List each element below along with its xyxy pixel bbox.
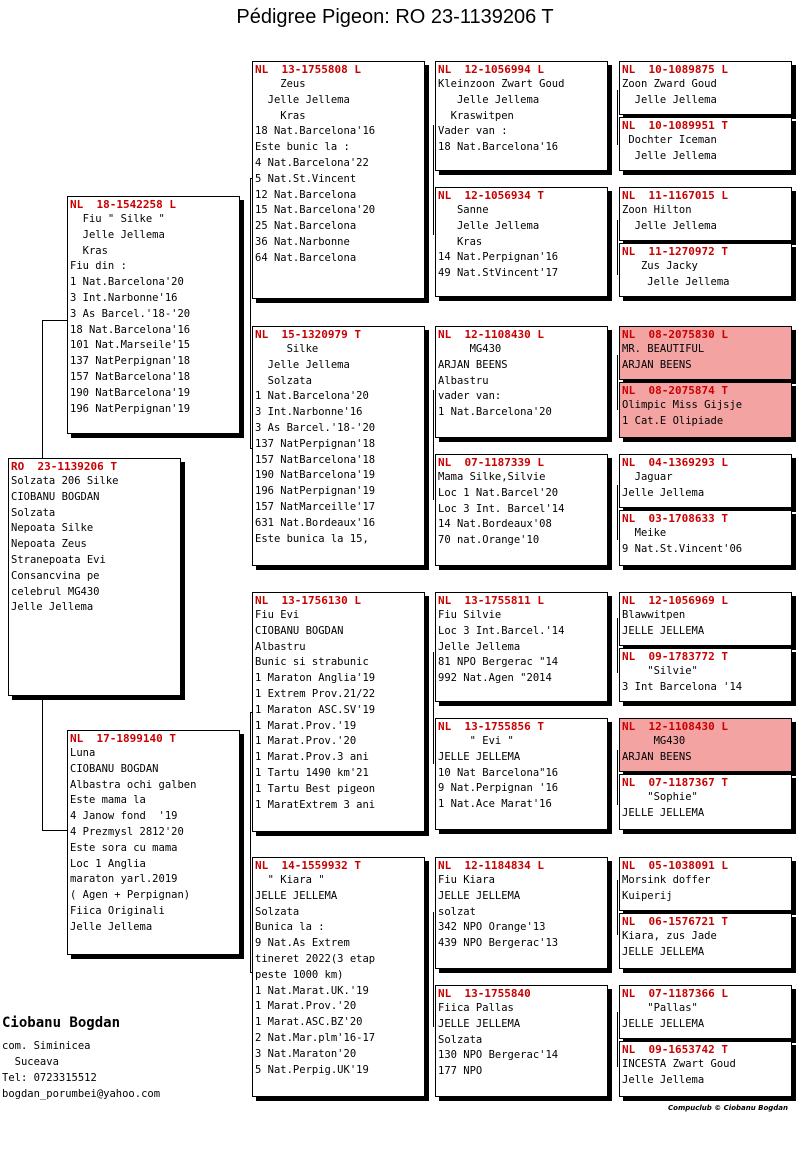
ring-number: NL 12-1108430 L bbox=[622, 720, 728, 733]
detail-line: " Evi " bbox=[438, 735, 514, 747]
pigeon-card-gen5 bbox=[619, 187, 792, 241]
detail-line: Loc 3 Int. Barcel'14 bbox=[438, 502, 565, 515]
connector bbox=[433, 390, 434, 500]
detail-line: 130 NPO Bergerac'14 bbox=[438, 1049, 559, 1062]
pigeon-details bbox=[620, 526, 791, 558]
detail-line: Kras bbox=[438, 235, 483, 248]
pigeon-card-dam bbox=[67, 730, 240, 955]
detail-line: maraton yarl.2019 bbox=[70, 873, 178, 886]
pigeon-card-gen5 bbox=[619, 243, 792, 297]
pigeon-details bbox=[620, 734, 791, 766]
pigeon-card-gen5 bbox=[619, 592, 792, 646]
pigeon-details bbox=[620, 929, 791, 961]
ring-number: NL 09-1653742 T bbox=[622, 1043, 728, 1056]
pigeon-card-gen5 bbox=[619, 61, 792, 115]
detail-line: ARJAN BEENS bbox=[622, 358, 692, 371]
detail-line: Loc 1 Nat.Barcel'20 bbox=[438, 486, 559, 499]
pigeon-card-gen4 bbox=[435, 592, 608, 702]
page-title: Pédigree Pigeon: RO 23-1139206 T bbox=[236, 6, 554, 28]
connector bbox=[42, 320, 43, 462]
pigeon-details bbox=[9, 474, 180, 616]
detail-line: Jelle Jellema bbox=[622, 1073, 705, 1086]
pigeon-card-gen4 bbox=[435, 61, 608, 171]
detail-line: Albastra ochi galben bbox=[70, 778, 197, 791]
pigeon-card-gen5 bbox=[619, 774, 792, 830]
connector bbox=[250, 178, 251, 448]
detail-line: 1 Nat.Barcelona'20 bbox=[70, 276, 184, 289]
detail-line: 14 Nat.Bordeaux'08 bbox=[438, 518, 552, 531]
detail-line: 3 Int.Narbonne'16 bbox=[70, 291, 178, 304]
owner-details bbox=[2, 1038, 160, 1102]
pigeon-card-gen4 bbox=[435, 985, 608, 1097]
detail-line: Mama Silke,Silvie bbox=[438, 471, 546, 483]
detail-line: Kraswitpen bbox=[438, 109, 514, 122]
pigeon-details bbox=[620, 1057, 791, 1089]
detail-line: 1 Nat.Barcelona'20 bbox=[438, 406, 552, 419]
detail-line: Nepoata Silke bbox=[11, 522, 94, 535]
ring-number: NL 15-1320979 T bbox=[255, 328, 361, 341]
pigeon-details bbox=[253, 77, 424, 267]
pigeon-details bbox=[253, 873, 424, 1078]
detail-line: ( Agen + Perpignan) bbox=[70, 889, 191, 902]
detail-line: 190 NatBarcelona'19 bbox=[255, 469, 376, 482]
detail-line: Jelle Jellema bbox=[622, 149, 717, 162]
detail-line: 49 Nat.StVincent'17 bbox=[438, 267, 559, 280]
connector bbox=[42, 700, 43, 830]
detail-line: 4 Prezmysl 2812'20 bbox=[70, 825, 184, 838]
pigeon-details bbox=[436, 608, 607, 687]
detail-line: Jelle Jellema bbox=[622, 93, 717, 106]
detail-line: 2 Nat.Mar.plm'16-17 bbox=[255, 1031, 376, 1044]
detail-line: Albastru bbox=[438, 374, 489, 387]
detail-line: 157 NatBarcelona'18 bbox=[255, 453, 376, 466]
pigeon-details bbox=[253, 608, 424, 813]
pigeon-details bbox=[620, 133, 791, 165]
pigeon-card-gen5 bbox=[619, 718, 792, 772]
pigeon-card-gen5 bbox=[619, 1041, 792, 1097]
detail-line: Fiu Kiara bbox=[438, 874, 495, 886]
connector bbox=[42, 320, 69, 321]
detail-line: CIOBANU BOGDAN bbox=[255, 624, 344, 637]
owner-phone: Tel: 0723315512 bbox=[2, 1072, 97, 1084]
detail-line: 12 Nat.Barcelona bbox=[255, 188, 357, 201]
detail-line: Silke bbox=[255, 343, 319, 355]
detail-line: JELLE JELLEMA bbox=[622, 945, 705, 958]
ring-number: NL 10-1089875 L bbox=[622, 63, 728, 76]
ring-number: NL 04-1369293 L bbox=[622, 456, 728, 469]
detail-line: Vader van : bbox=[438, 125, 508, 138]
detail-line: 1 Maraton ASC.SV'19 bbox=[255, 703, 376, 716]
detail-line: Kras bbox=[70, 244, 108, 257]
detail-line: JELLE JELLEMA bbox=[622, 1017, 705, 1030]
pigeon-details bbox=[436, 734, 607, 813]
pigeon-details bbox=[620, 259, 791, 291]
detail-line: Olimpic Miss Gijsje bbox=[622, 399, 743, 411]
pigeon-card-gen4 bbox=[435, 187, 608, 297]
detail-line: 177 NPO bbox=[438, 1065, 483, 1078]
detail-line: 4 Janow fond '19 bbox=[70, 810, 178, 823]
detail-line: Zoon Zward Goud bbox=[622, 78, 717, 90]
detail-line: "Sophie" bbox=[622, 791, 698, 803]
detail-line: 81 NPO Bergerac "14 bbox=[438, 656, 559, 669]
detail-line: Consancvina pe bbox=[11, 569, 100, 582]
detail-line: Jaguar bbox=[622, 471, 673, 483]
pigeon-details bbox=[436, 470, 607, 549]
detail-line: Fiu Silvie bbox=[438, 609, 502, 621]
detail-line: Este bunica la 15, bbox=[255, 532, 369, 545]
detail-line: 9 Nat.As Extrem bbox=[255, 937, 350, 950]
detail-line: 1 Tartu 1490 km'21 bbox=[255, 766, 369, 779]
pigeon-card-gen3 bbox=[252, 857, 425, 1097]
detail-line: Solzata 206 Silke bbox=[11, 475, 119, 487]
ring-number: NL 13-1756130 L bbox=[255, 594, 361, 607]
detail-line: 70 nat.Orange'10 bbox=[438, 534, 540, 547]
detail-line: 1 Marat.Prov.'19 bbox=[255, 719, 357, 732]
detail-line: Este bunic la : bbox=[255, 141, 350, 154]
detail-line: 3 As Barcel.'18-'20 bbox=[70, 307, 191, 320]
pigeon-card-subject bbox=[8, 458, 181, 696]
ring-number: NL 12-1056969 L bbox=[622, 594, 728, 607]
ring-number: NL 12-1056994 L bbox=[438, 63, 544, 76]
detail-line: 1 Tartu Best pigeon bbox=[255, 782, 376, 795]
pigeon-details bbox=[620, 398, 791, 430]
ring-number: NL 11-1270972 T bbox=[622, 245, 728, 258]
ring-number: NL 07-1187366 L bbox=[622, 987, 728, 1000]
detail-line: Zus Jacky bbox=[622, 260, 698, 272]
pigeon-details bbox=[620, 77, 791, 109]
ring-number: NL 13-1755811 L bbox=[438, 594, 544, 607]
detail-line: 196 NatPerpignan'19 bbox=[70, 402, 191, 415]
detail-line: Loc 1 Anglia bbox=[70, 857, 146, 870]
detail-line: 1 Cat.E Olipiade bbox=[622, 414, 724, 427]
pigeon-details bbox=[436, 77, 607, 156]
detail-line: 5 Nat.Perpig.UK'19 bbox=[255, 1063, 369, 1076]
connector bbox=[433, 652, 434, 764]
detail-line: peste 1000 km) bbox=[255, 968, 344, 981]
connector bbox=[433, 912, 434, 1027]
ring-number: NL 12-1108430 L bbox=[438, 328, 544, 341]
connector bbox=[617, 1012, 618, 1067]
detail-line: 9 Nat.Perpignan '16 bbox=[438, 782, 559, 795]
detail-line: MR. BEAUTIFUL bbox=[622, 343, 705, 355]
pigeon-details bbox=[436, 203, 607, 282]
pigeon-card-gen4 bbox=[435, 326, 608, 438]
detail-line: JELLE JELLEMA bbox=[622, 624, 705, 637]
ring-number: NL 09-1783772 T bbox=[622, 650, 728, 663]
detail-line: 10 Nat Barcelona"16 bbox=[438, 766, 559, 779]
detail-line: celebrul MG430 bbox=[11, 585, 100, 598]
pigeon-card-gen4 bbox=[435, 857, 608, 969]
detail-line: Loc 3 Int.Barcel.'14 bbox=[438, 624, 565, 637]
ring-number: NL 03-1708633 T bbox=[622, 512, 728, 525]
ring-number: NL 18-1542258 L bbox=[70, 198, 176, 211]
connector bbox=[433, 125, 434, 235]
ring-number: NL 08-2075830 L bbox=[622, 328, 728, 341]
detail-line: 36 Nat.Narbonne bbox=[255, 235, 350, 248]
ring-number: NL 07-1187367 T bbox=[622, 776, 728, 789]
pigeon-card-gen3 bbox=[252, 592, 425, 832]
owner-address: com. Siminicea bbox=[2, 1040, 91, 1052]
ring-number: NL 12-1056934 T bbox=[438, 189, 544, 202]
detail-line: Jelle Jellema bbox=[438, 219, 540, 232]
owner-email: bogdan_porumbei@yahoo.com bbox=[2, 1088, 161, 1100]
detail-line: Kras bbox=[255, 109, 306, 122]
ring-number: NL 13-1755840 bbox=[438, 987, 531, 1000]
detail-line: 1 Maraton Anglia'19 bbox=[255, 672, 376, 685]
footer-credit: Compuclub © Ciobanu Bogdan bbox=[668, 1104, 789, 1112]
pigeon-details bbox=[253, 342, 424, 547]
detail-line: 342 NPO Orange'13 bbox=[438, 921, 546, 934]
connector bbox=[617, 355, 618, 410]
pigeon-card-gen5 bbox=[619, 326, 792, 380]
detail-line: Zoon Hilton bbox=[622, 204, 692, 216]
detail-line: Jelle Jellema bbox=[622, 275, 730, 288]
detail-line: Jelle Jellema bbox=[70, 920, 153, 933]
detail-line: 101 Nat.Marseile'15 bbox=[70, 339, 191, 352]
detail-line: Fiu " Silke " bbox=[70, 213, 165, 225]
detail-line: 1 Marat.Prov.'20 bbox=[255, 1000, 357, 1013]
pigeon-details bbox=[436, 1001, 607, 1080]
detail-line: 1 Nat.Barcelona'20 bbox=[255, 390, 369, 403]
detail-line: Solzata bbox=[255, 905, 300, 918]
ring-number: NL 07-1187339 L bbox=[438, 456, 544, 469]
pigeon-card-gen5 bbox=[619, 985, 792, 1039]
detail-line: "Pallas" bbox=[622, 1002, 698, 1014]
detail-line: 5 Nat.St.Vincent bbox=[255, 172, 357, 185]
pigeon-details bbox=[68, 746, 239, 936]
detail-line: 18 Nat.Barcelona'16 bbox=[70, 323, 191, 336]
detail-line: 15 Nat.Barcelona'20 bbox=[255, 204, 376, 217]
detail-line: solzat bbox=[438, 905, 476, 918]
detail-line: 190 NatBarcelona'19 bbox=[70, 386, 191, 399]
detail-line: Fiu din : bbox=[70, 260, 127, 273]
detail-line: 1 Marat.ASC.BZ'20 bbox=[255, 1016, 363, 1029]
pigeon-card-gen4 bbox=[435, 718, 608, 830]
detail-line: Jelle Jellema bbox=[70, 228, 165, 241]
detail-line: Morsink doffer bbox=[622, 874, 711, 886]
owner-name: Ciobanu Bogdan bbox=[2, 1015, 121, 1031]
detail-line: tineret 2022(3 etap bbox=[255, 952, 376, 965]
detail-line: Meike bbox=[622, 527, 667, 539]
detail-line: 18 Nat.Barcelona'16 bbox=[438, 141, 559, 154]
connector bbox=[617, 485, 618, 540]
pigeon-card-gen3 bbox=[252, 61, 425, 299]
owner-city: Suceava bbox=[2, 1056, 59, 1068]
ring-number: NL 10-1089951 T bbox=[622, 119, 728, 132]
detail-line: Luna bbox=[70, 747, 96, 759]
detail-line: " Kiara " bbox=[255, 874, 325, 886]
detail-line: Jelle Jellema bbox=[438, 640, 521, 653]
detail-line: Jelle Jellema bbox=[438, 93, 540, 106]
detail-line: CIOBANU BOGDAN bbox=[11, 490, 100, 503]
detail-line: 3 Int.Narbonne'16 bbox=[255, 406, 363, 419]
detail-line: JELLE JELLEMA bbox=[255, 889, 338, 902]
detail-line: Nepoata Zeus bbox=[11, 538, 87, 551]
detail-line: JELLE JELLEMA bbox=[622, 806, 705, 819]
connector bbox=[42, 830, 69, 831]
connector bbox=[617, 90, 618, 145]
detail-line: Zeus bbox=[255, 78, 306, 90]
detail-line: CIOBANU BOGDAN bbox=[70, 762, 159, 775]
detail-line: 3 Int Barcelona '14 bbox=[622, 680, 743, 693]
detail-line: 1 Marat.Prov.3 ani bbox=[255, 751, 369, 764]
detail-line: 1 Nat.Ace Marat'16 bbox=[438, 798, 552, 811]
detail-line: Blawwitpen bbox=[622, 609, 686, 621]
detail-line: Dochter Iceman bbox=[622, 134, 717, 146]
detail-line: Solzata bbox=[255, 374, 312, 387]
detail-line: Fiu Evi bbox=[255, 609, 300, 621]
detail-line: Jelle Jellema bbox=[255, 93, 350, 106]
detail-line: 439 NPO Bergerac'13 bbox=[438, 937, 559, 950]
ring-number: NL 17-1899140 T bbox=[70, 732, 176, 745]
detail-line: Sanne bbox=[438, 204, 489, 216]
ring-number: NL 13-1755808 L bbox=[255, 63, 361, 76]
pigeon-details bbox=[620, 873, 791, 905]
detail-line: Jelle Jellema bbox=[255, 358, 350, 371]
connector bbox=[250, 712, 251, 972]
pigeon-details bbox=[620, 342, 791, 374]
detail-line: "Silvie" bbox=[622, 665, 698, 677]
detail-line: Jelle Jellema bbox=[622, 219, 717, 232]
detail-line: Stranepoata Evi bbox=[11, 553, 106, 566]
pigeon-details bbox=[620, 203, 791, 235]
detail-line: 157 NatMarceille'17 bbox=[255, 500, 376, 513]
pigeon-details bbox=[68, 212, 239, 417]
ring-number: RO 23-1139206 T bbox=[11, 460, 117, 473]
detail-line: vader van: bbox=[438, 390, 502, 403]
detail-line: 1 Extrem Prov.21/22 bbox=[255, 687, 376, 700]
pigeon-details bbox=[620, 790, 791, 822]
detail-line: 137 NatPerpignan'18 bbox=[70, 355, 191, 368]
pigeon-card-gen4 bbox=[435, 454, 608, 566]
detail-line: MG430 bbox=[438, 343, 502, 355]
pigeon-card-gen5 bbox=[619, 913, 792, 969]
detail-line: 992 Nat.Agen "2014 bbox=[438, 672, 552, 685]
detail-line: Bunic si strabunic bbox=[255, 656, 369, 669]
pigeon-details bbox=[620, 1001, 791, 1033]
pigeon-card-gen5 bbox=[619, 857, 792, 911]
detail-line: 3 As Barcel.'18-'20 bbox=[255, 421, 376, 434]
connector bbox=[617, 618, 618, 673]
detail-line: 137 NatPerpignan'18 bbox=[255, 437, 376, 450]
detail-line: Solzata bbox=[438, 1033, 483, 1046]
detail-line: JELLE JELLEMA bbox=[438, 1017, 521, 1030]
detail-line: Fiica Originali bbox=[70, 904, 165, 917]
detail-line: Solzata bbox=[11, 506, 56, 519]
pigeon-card-gen3 bbox=[252, 326, 425, 566]
connector bbox=[617, 880, 618, 935]
pigeon-card-gen5 bbox=[619, 454, 792, 508]
connector bbox=[617, 750, 618, 805]
pigeon-card-gen5 bbox=[619, 648, 792, 702]
detail-line: 18 Nat.Barcelona'16 bbox=[255, 125, 376, 138]
detail-line: 631 Nat.Bordeaux'16 bbox=[255, 516, 376, 529]
detail-line: Bunica la : bbox=[255, 921, 325, 934]
detail-line: 196 NatPerpignan'19 bbox=[255, 485, 376, 498]
ring-number: NL 12-1184834 L bbox=[438, 859, 544, 872]
detail-line: INCESTA Zwart Goud bbox=[622, 1058, 736, 1070]
detail-line: 14 Nat.Perpignan'16 bbox=[438, 251, 559, 264]
detail-line: 1 Marat.Prov.'20 bbox=[255, 735, 357, 748]
pigeon-card-gen5 bbox=[619, 117, 792, 171]
pigeon-details bbox=[620, 470, 791, 502]
detail-line: Este mama la bbox=[70, 794, 146, 807]
ring-number: NL 13-1755856 T bbox=[438, 720, 544, 733]
ring-number: NL 14-1559932 T bbox=[255, 859, 361, 872]
detail-line: 157 NatBarcelona'18 bbox=[70, 370, 191, 383]
pigeon-details bbox=[436, 873, 607, 952]
ring-number: NL 11-1167015 L bbox=[622, 189, 728, 202]
detail-line: ARJAN BEENS bbox=[438, 358, 508, 371]
ring-number: NL 05-1038091 L bbox=[622, 859, 728, 872]
detail-line: 64 Nat.Barcelona bbox=[255, 251, 357, 264]
pigeon-details bbox=[436, 342, 607, 421]
detail-line: ARJAN BEENS bbox=[622, 750, 692, 763]
detail-line: 3 Nat.Maraton'20 bbox=[255, 1047, 357, 1060]
detail-line: Kuiperij bbox=[622, 889, 673, 902]
detail-line: Fiica Pallas bbox=[438, 1002, 514, 1014]
ring-number: NL 06-1576721 T bbox=[622, 915, 728, 928]
detail-line: Kleinzoon Zwart Goud bbox=[438, 78, 565, 90]
detail-line: Este sora cu mama bbox=[70, 841, 178, 854]
owner-info bbox=[2, 1015, 160, 1102]
ring-number: NL 08-2075874 T bbox=[622, 384, 728, 397]
detail-line: Kiara, zus Jade bbox=[622, 930, 717, 942]
detail-line: JELLE JELLEMA bbox=[438, 750, 521, 763]
pigeon-card-sire bbox=[67, 196, 240, 434]
pigeon-card-gen5 bbox=[619, 382, 792, 438]
connector bbox=[617, 220, 618, 275]
detail-line: 4 Nat.Barcelona'22 bbox=[255, 156, 369, 169]
detail-line: 9 Nat.St.Vincent'06 bbox=[622, 542, 743, 555]
pigeon-details bbox=[620, 664, 791, 696]
detail-line: Jelle Jellema bbox=[11, 601, 94, 614]
detail-line: 1 MaratExtrem 3 ani bbox=[255, 798, 376, 811]
pigeon-details bbox=[620, 608, 791, 640]
detail-line: Jelle Jellema bbox=[622, 486, 705, 499]
detail-line: 1 Nat.Marat.UK.'19 bbox=[255, 984, 369, 997]
detail-line: 25 Nat.Barcelona bbox=[255, 220, 357, 233]
detail-line: Albastru bbox=[255, 640, 306, 653]
detail-line: JELLE JELLEMA bbox=[438, 889, 521, 902]
detail-line: MG430 bbox=[622, 735, 686, 747]
pigeon-card-gen5 bbox=[619, 510, 792, 566]
